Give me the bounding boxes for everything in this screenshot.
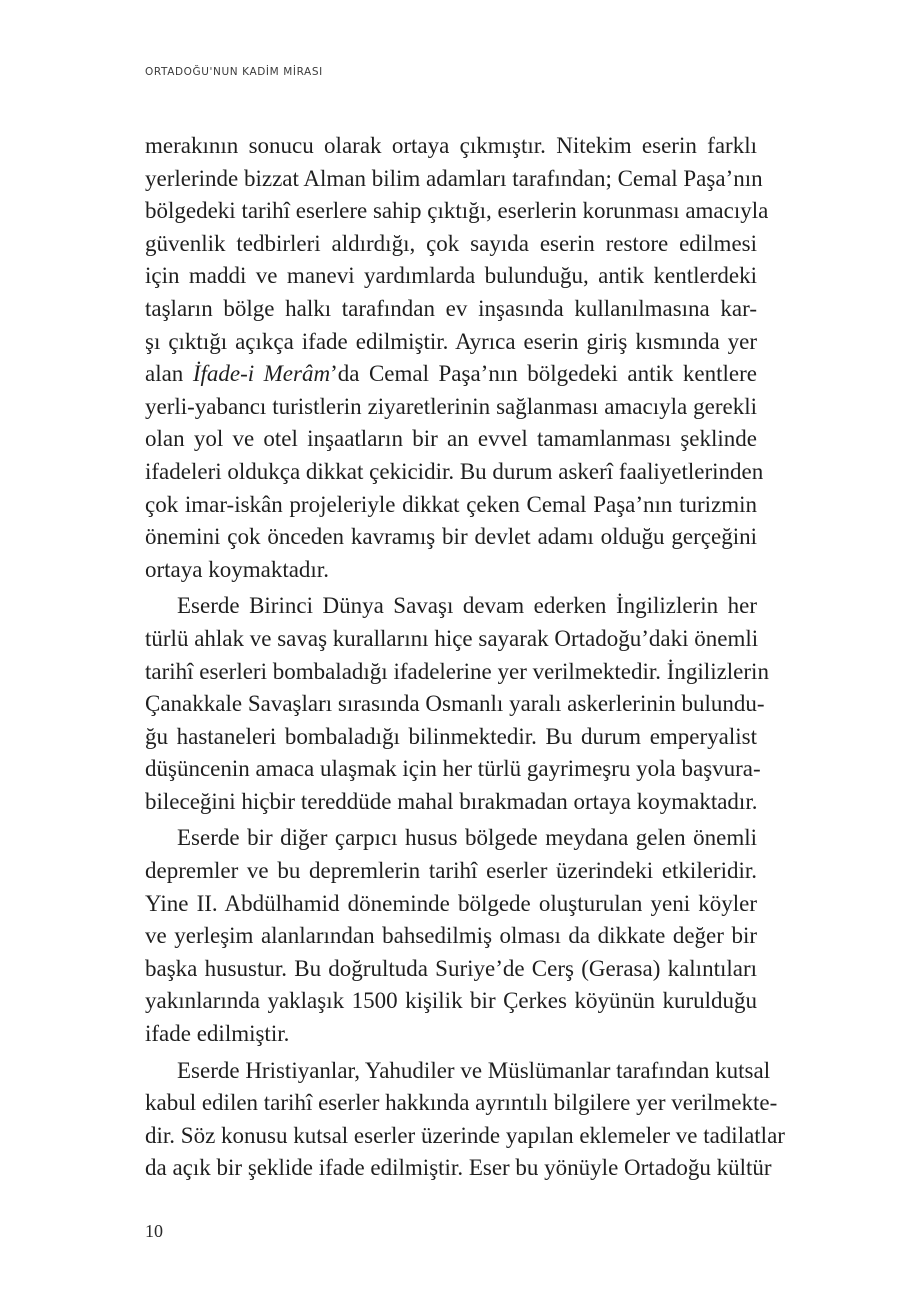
text-line: yerlerinde bizzat Alman bilim adamları tarafından; Cemal Paşa’nın xyxy=(145,165,763,191)
text-line: merakının sonucu olarak ortaya çıkmıştır. Nitekim eserin farklı xyxy=(145,133,757,158)
text-line: düşüncenin amaca ulaşmak için her türlü gayrimeşru yola başvura- xyxy=(145,756,761,782)
body-text xyxy=(145,130,785,1185)
text-line: çok imar-iskân projeleriyle dikkat çeken Cemal Paşa’nın turizmin xyxy=(145,491,757,517)
text-line: yakınlarında yaklaşık 1500 kişilik bir Çerkes köyünün kurulduğu xyxy=(145,988,757,1014)
page-number: 10 xyxy=(145,1221,163,1241)
text-line: önemini çok önceden kavramış bir devlet adamı olduğu gerçeğini xyxy=(145,524,757,550)
text-line: Eserde bir diğer çarpıcı husus bölgede meydana gelen önemli xyxy=(177,825,757,851)
text-line: başka husustur. Bu doğrultuda Suriye’de Cerş (Gerasa) kalıntıları xyxy=(145,955,757,981)
text-line: olan yol ve otel inşaatların bir an evvel tamamlanması şeklinde xyxy=(145,426,757,452)
text-line: ğu hastaneleri bombaladığı bilinmektedir. Bu durum emperyalist xyxy=(145,723,757,749)
text-line: ifadeleri oldukça dikkat çekicidir. Bu durum askerî faaliyetlerinden xyxy=(145,458,764,484)
text-line: Yine II. Abdülhamid döneminde bölgede oluşturulan yeni köyler xyxy=(145,890,757,916)
text-line: güvenlik tedbirleri aldırdığı, çok sayıda eserin restore edilmesi xyxy=(145,230,757,256)
text-line: bölgedeki tarihî eserlere sahip çıktığı, eserlerin korunması amacıyla xyxy=(145,198,769,224)
text-line: kabul edilen tarihî eserler hakkında ayrıntılı bilgilere yer verilmekte- xyxy=(145,1090,778,1116)
text-line: taşların bölge halkı tarafından ev inşasında kullanılmasına kar- xyxy=(145,295,757,321)
paragraph-2 xyxy=(145,590,769,818)
text-line: tarihî eserleri bombaladığı ifadelerine yer verilmektedir. İngilizlerin xyxy=(145,658,769,684)
text-line: da açık bir şeklide ifade edilmiştir. Eser bu yönüyle Ortadoğu kültür xyxy=(145,1155,772,1181)
paragraph-1 xyxy=(145,130,769,586)
text-line: Çanakkale Savaşları sırasında Osmanlı yaralı askerlerinin bulundu- xyxy=(145,691,765,717)
line-suffix: ’da Cemal Paşa’nın bölgedeki antik kentlere xyxy=(330,361,757,387)
text-line: ortaya koymaktadır. xyxy=(145,556,329,582)
paragraph-3 xyxy=(145,822,757,1050)
text-line: türlü ahlak ve savaş kurallarını hiçe sayarak Ortadoğu’daki önemli xyxy=(145,625,759,651)
running-header-title: ORTADOĞU'NUN KADİM MİRASI xyxy=(145,66,323,78)
text-line: Eserde Birinci Dünya Savaşı devam ederken İngilizlerin her xyxy=(177,593,757,619)
text-line: depremler ve bu depremlerin tarihî eserler üzerindeki etkileridir. xyxy=(145,858,757,884)
text-line-with-title xyxy=(145,358,757,391)
text-line: yerli-yabancı turistlerin ziyaretlerinin sağlanması amacıyla gerekli xyxy=(145,393,757,419)
text-line: bileceğini hiçbir tereddüde mahal bırakmadan ortaya koymaktadır. xyxy=(145,788,758,814)
line-prefix: alan xyxy=(145,361,193,387)
text-line: ifade edilmiştir. xyxy=(145,1021,290,1047)
book-title-italic: İfade-i Merâm xyxy=(192,361,331,387)
text-line: şı çıktığı açıkça ifade edilmiştir. Ayrıca eserin giriş kısmında yer xyxy=(145,328,757,354)
text-line: ve yerleşim alanlarından bahsedilmiş olması da dikkate değer bir xyxy=(145,923,757,949)
text-line: dir. Söz konusu kutsal eserler üzerinde yapılan eklemeler ve tadilatlar xyxy=(145,1122,785,1148)
text-line: için maddi ve manevi yardımlarda bulunduğu, antik kentlerdeki xyxy=(145,263,757,289)
paragraph-4 xyxy=(145,1055,785,1185)
text-line: Eserde Hristiyanlar, Yahudiler ve Müslümanlar tarafından kutsal xyxy=(177,1057,771,1083)
